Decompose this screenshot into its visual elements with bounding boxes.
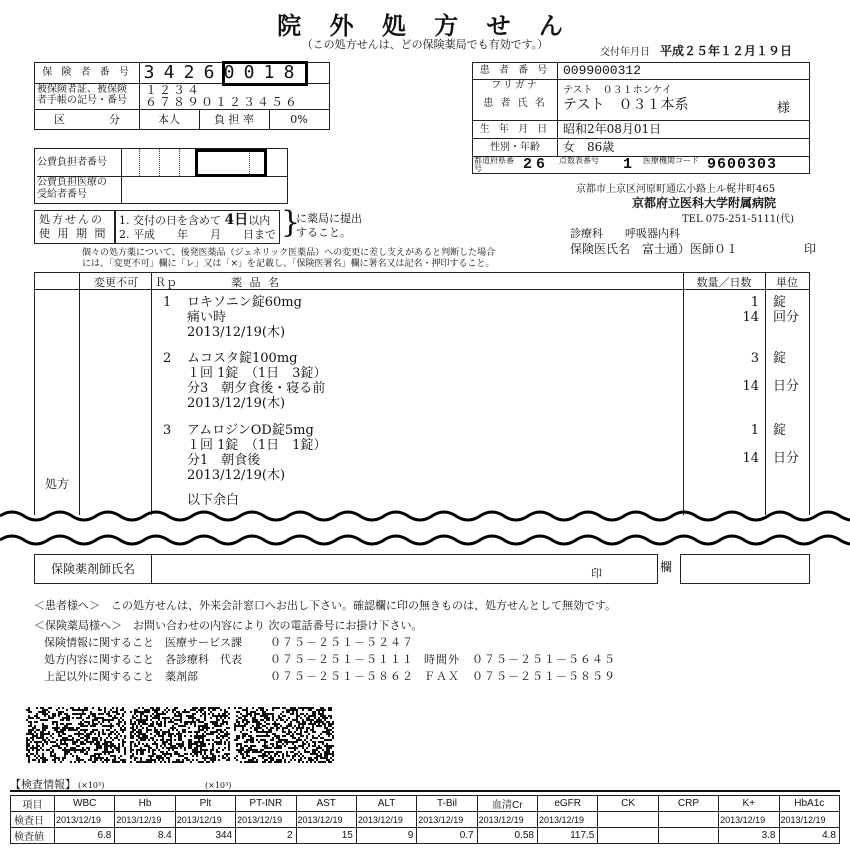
table-value: 1 [623, 156, 633, 173]
category-label: 区 分 [35, 110, 140, 129]
lab-date: 2013/12/19 [477, 812, 537, 828]
pharmacist-col: 欄 [660, 560, 673, 574]
contact-3-label: 上記以外に関すること 薬剤部 [44, 670, 198, 683]
page-title: 院 外 処 方 せ ん [277, 11, 573, 40]
rx-item-line: ムコスタ錠100mg [187, 351, 298, 366]
insurer-digit: 6 [203, 62, 215, 83]
lab-row-value-label: 検査値 [11, 828, 55, 844]
doctor-value: 富士通）医師０１ [642, 242, 739, 256]
col-qty: 数量／日数 [696, 276, 752, 289]
issue-date-label: 交付年月日 [600, 47, 650, 58]
lab-unit-plt: (×10³) [205, 781, 232, 790]
patient-name: テスト ０３１本系 [563, 96, 689, 112]
validity-content-box [114, 210, 280, 244]
contact-2-phone: ０７５－２５１－５１１１ [270, 653, 414, 666]
validity-within: 以内 [248, 214, 271, 227]
rx-item-line: １回 1錠 （1日 1錠） [187, 438, 327, 453]
validity-days: 4日 [224, 212, 249, 228]
rx-item-line: 分3 朝夕食後・寝る前 [187, 381, 326, 396]
doctor-seal: 印 [804, 242, 817, 256]
lab-value [658, 828, 718, 844]
lab-table [10, 795, 840, 844]
contact-3-fax: ＦＡＸ ０７５－２５１－５８５９ [424, 670, 616, 683]
lab-col-name: T-Bil [417, 796, 477, 812]
rx-item [187, 351, 326, 411]
insurer-digit: 2 [183, 62, 195, 83]
col-unit: 単位 [776, 276, 798, 289]
pref-value: 26 [523, 156, 550, 173]
sex-age-label: 性別・年齢 [473, 139, 558, 156]
rx-item-line: 分1 朝食後 [187, 453, 261, 468]
lab-value: 117.5 [538, 828, 598, 844]
hospital-name: 京都府立医科大学附属病院 [632, 196, 777, 210]
rx-item-line: １回 1錠 （1日 3錠） [187, 366, 327, 381]
lab-date: 2013/12/19 [779, 812, 840, 828]
pharmacy-note: ＜保険薬局様へ＞ お問い合わせの内容により 次の電話番号にお掛け下さい。 [34, 619, 423, 632]
rx-qty: 1 [750, 423, 759, 438]
rx-item-number: 3 [163, 423, 172, 438]
lab-col-name: eGFR [538, 796, 598, 812]
confirm-cell [680, 554, 810, 584]
pharmacist-label: 保険薬剤師氏名 [35, 555, 152, 583]
insurer-digit: 0 [243, 62, 255, 83]
insurer-digit: 1 [263, 62, 275, 83]
lab-date [658, 812, 718, 828]
card-label [37, 84, 137, 106]
insurer-number-label: 保 険 者 番 号 [35, 63, 140, 84]
department-value: 呼吸器内科 [625, 227, 680, 240]
insurer-digit: 3 [143, 62, 155, 83]
rx-end-note: 以下余白 [187, 493, 240, 508]
contact-1-phone: ０７５－２５１－５２４７ [270, 636, 414, 649]
rx-qty: 1 [750, 295, 759, 310]
lab-col-name: HbA1c [779, 796, 840, 812]
lab-unit-wbc: (×10³) [78, 781, 105, 790]
kana-label: フリガナ [491, 80, 539, 91]
lab-col-name: WBC [55, 796, 115, 812]
lab-row-dates [11, 812, 840, 828]
lab-date [598, 812, 658, 828]
burden-value: 0% [290, 113, 308, 126]
insurer-digit: 8 [283, 62, 295, 83]
lab-title: 【検査情報】 [10, 779, 76, 791]
card-symbol-number [145, 84, 299, 108]
lab-value: 3.8 [719, 828, 779, 844]
col-rp: Ｒｐ [155, 276, 177, 289]
contact-3-phone: ０７５－２５１－５８６２ [270, 670, 414, 683]
burden-label: 負 担 率 [199, 110, 270, 129]
name-label: 患 者 氏 名 [483, 98, 547, 109]
code-row [473, 157, 809, 173]
rx-days: 14 [742, 451, 759, 466]
page-subtitle: （この処方せんは、どの保険薬局でも有効です。） [301, 38, 549, 51]
rx-days: 14 [742, 310, 759, 325]
lab-row-values [11, 828, 840, 844]
lab-col-name: Plt [175, 796, 235, 812]
validity-brace: } [281, 205, 301, 240]
rx-item-line: 痛い時 [187, 310, 227, 325]
contact-1-label: 保険情報に関すること 医療サービス課 [44, 636, 242, 649]
validity-line2: 2. 平成 年 月 日まで [119, 228, 276, 241]
qr-code-icon [26, 707, 126, 763]
lab-value [598, 828, 658, 844]
department [570, 225, 680, 241]
issue-date-value: 平成２５年１２月１９日 [660, 44, 793, 58]
public-expense-box [34, 148, 288, 204]
prescription-body [34, 272, 810, 515]
wavy-break-bottom [0, 530, 850, 550]
generic-notice [82, 248, 495, 270]
generic-notice-line: には、「変更不可」欄に「レ」又は「×」を記載し、「保険医署名」欄に署名又は記名・押印すること。 [82, 259, 495, 269]
lab-date: 2013/12/19 [538, 812, 598, 828]
rx-unit: 錠 [773, 423, 787, 438]
rx-item-line: 2013/12/19(木) [187, 468, 286, 483]
lab-col-name: AST [296, 796, 356, 812]
doctor [570, 240, 738, 257]
lab-value: 344 [175, 828, 235, 844]
pref-label: 都道府県番号 [474, 156, 514, 173]
patient-honorific: 様 [777, 101, 791, 116]
patient-kana: テスト ０３１ホンケイ [563, 85, 672, 96]
recipient-number-label [37, 177, 121, 201]
lab-col-name: Hb [115, 796, 175, 812]
validity-tail [296, 212, 362, 240]
table-label: 点数表番号 [559, 156, 599, 165]
lab-date: 2013/12/19 [55, 812, 115, 828]
validity-label-box [34, 210, 116, 244]
dob-label: 生 年 月 日 [473, 121, 558, 138]
rx-unit: 錠 [773, 295, 787, 310]
lab-date: 2013/12/19 [175, 812, 235, 828]
lab-col-name: CK [598, 796, 658, 812]
hospital-tel: TEL 075-251-5111(代) [682, 214, 794, 225]
lab-col-name: CRP [658, 796, 718, 812]
validity-label-line: 処方せんの [39, 213, 104, 226]
rx-item-line: 2013/12/19(木) [187, 396, 286, 411]
lab-row-names [11, 796, 840, 812]
rx-item [187, 423, 326, 483]
code-label: 医療機関コード [643, 156, 699, 165]
insurer-digit: 4 [163, 62, 175, 83]
rx-days-unit: 日分 [773, 379, 800, 394]
lab-date: 2013/12/19 [296, 812, 356, 828]
qr-code-icon [234, 707, 334, 763]
hospital-address: 京都市上京区河原町通広小路上ル梶井町465 [576, 184, 776, 195]
insurer-digit: 0 [223, 62, 235, 83]
lab-value: 0.58 [477, 828, 537, 844]
payer-number-highlight [195, 149, 267, 177]
validity-line1: 1. 交付の日を含めて [119, 214, 221, 227]
patient-number-label: 患 者 番 号 [473, 63, 558, 80]
card-label-line: 被保険者証、被保険 [37, 84, 127, 95]
lab-value: 15 [296, 828, 356, 844]
lab-row-head: 項目 [11, 796, 55, 812]
rx-days-unit: 日分 [773, 451, 800, 466]
pharmacist-box [34, 554, 658, 584]
category-value: 本人 [139, 110, 200, 129]
lab-value: 9 [356, 828, 416, 844]
lab-value: 6.8 [55, 828, 115, 844]
code-value: 9600303 [707, 156, 778, 173]
lab-date: 2013/12/19 [719, 812, 779, 828]
pharmacist-seal: 印 [591, 567, 602, 580]
lab-col-name: PT-INR [236, 796, 296, 812]
lab-date: 2013/12/19 [356, 812, 416, 828]
rx-side-label: 処方 [45, 477, 70, 491]
rx-item-line: 2013/12/19(木) [187, 325, 286, 340]
department-label: 診療科 [570, 227, 603, 240]
card-symbol: １２３４ [145, 83, 202, 97]
rx-days-unit: 回分 [773, 310, 800, 325]
lab-col-name: K+ [719, 796, 779, 812]
name-labels [473, 80, 558, 120]
payer-number-label: 公費負担者番号 [37, 149, 122, 177]
validity-label [39, 213, 108, 241]
rx-item [187, 295, 302, 340]
insurer-box [34, 62, 330, 130]
card-number: ６７８９０１２３４５６ [145, 95, 300, 109]
lab-value: 0.7 [417, 828, 477, 844]
card-label-line: 者手帳の記号・番号 [37, 95, 127, 106]
col-change: 変更不可 [94, 276, 138, 289]
generic-notice-line: 個々の処方薬について、後発医薬品（ジェネリック医薬品）への変更に差し支えがあると判断した場合 [82, 248, 496, 258]
recipient-label-line: 受給者番号 [37, 189, 87, 200]
lab-col-name: ALT [356, 796, 416, 812]
recipient-label-line: 公費負担医療の [37, 177, 107, 188]
lab-value: 4.8 [779, 828, 840, 844]
insurer-number-highlight [222, 61, 308, 86]
patient-number: 0099000312 [563, 63, 642, 78]
dob-value: 昭和2年08月01日 [563, 122, 662, 136]
lab-date: 2013/12/19 [417, 812, 477, 828]
validity-content [119, 213, 276, 242]
rx-days: 14 [742, 379, 759, 394]
issue-date [600, 42, 792, 59]
lab-date: 2013/12/19 [236, 812, 296, 828]
lab-value: 2 [236, 828, 296, 844]
lab-value: 8.4 [115, 828, 175, 844]
patient-note: ＜患者様へ＞ この処方せんは、外来会計窓口へお出し下さい。確認欄に印の無きものは、処方せんとして無効です。 [34, 599, 617, 612]
lab-row-date-label: 検査日 [11, 812, 55, 828]
qr-code-icon [130, 707, 230, 763]
validity-label-line: 使 用 期 間 [39, 227, 108, 240]
wavy-break-top [0, 506, 850, 526]
rx-item-number: 1 [163, 295, 172, 310]
contact-2-afterhours: 時間外 ０７５－２５１－５６４５ [424, 653, 616, 666]
rx-qty: 3 [750, 351, 759, 366]
rx-item-line: アムロジンOD錠5mg [187, 423, 314, 438]
doctor-label: 保険医氏名 [570, 242, 631, 256]
validity-tail-line: に薬局に提出 [296, 212, 362, 225]
col-drug: 薬 品 名 [231, 276, 281, 289]
lab-date: 2013/12/19 [115, 812, 175, 828]
contact-2-label: 処方内容に関すること 各診療科 代表 [44, 653, 242, 666]
sex-age-value: 女 86歳 [563, 140, 615, 154]
patient-box [472, 62, 810, 174]
validity-tail-line: すること。 [296, 226, 351, 239]
rx-item-line: ロキソニン錠60mg [187, 295, 302, 310]
lab-col-name: 血清Cr [477, 796, 537, 812]
rx-unit: 錠 [773, 351, 787, 366]
rx-item-number: 2 [163, 351, 172, 366]
